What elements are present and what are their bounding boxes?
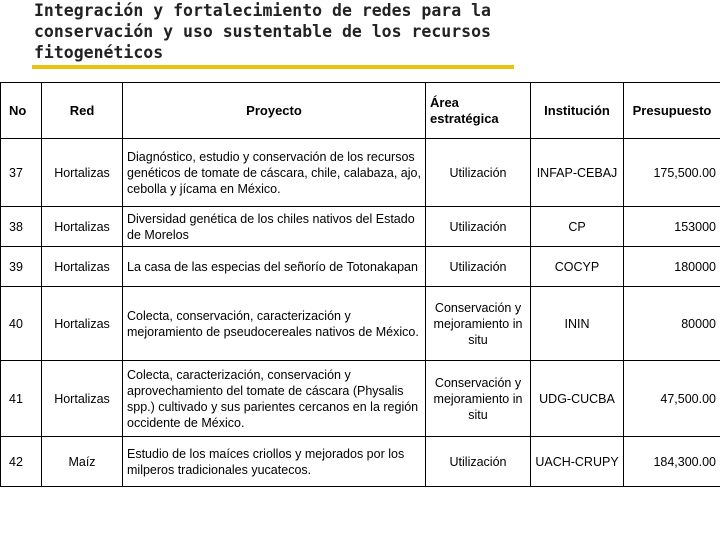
cell-presupuesto: 80000 [624, 287, 720, 361]
cell-area: Conservación y mejoramiento in situ [426, 287, 531, 361]
table-row [1, 207, 720, 247]
title-underline [32, 65, 514, 69]
cell-no: 37 [1, 139, 42, 207]
page-title: Integración y fortalecimiento de redes para la conservación y uso sustentable de los recursos fitogenéticos [34, 1, 491, 62]
cell-no: 41 [1, 361, 42, 437]
cell-no: 40 [1, 287, 42, 361]
cell-red: Hortalizas [42, 247, 123, 287]
cell-institucion: INFAP-CEBAJ [531, 139, 624, 207]
cell-red: Hortalizas [42, 287, 123, 361]
cell-presupuesto: 180000 [624, 247, 720, 287]
cell-presupuesto: 47,500.00 [624, 361, 720, 437]
cell-red: Hortalizas [42, 139, 123, 207]
cell-proyecto: La casa de las especias del señorío de Totonakapan [123, 247, 426, 287]
cell-no: 39 [1, 247, 42, 287]
cell-proyecto: Colecta, conservación, caracterización y mejoramiento de pseudocereales nativos de México. [123, 287, 426, 361]
cell-institucion: COCYP [531, 247, 624, 287]
header-area: Área estratégica [426, 83, 531, 139]
cell-area: Utilización [426, 139, 531, 207]
cell-proyecto: Colecta, caracterización, conservación y aprovechamiento del tomate de cáscara (Physalis spp.) cultivado y sus parientes cercanos en la región occidente de México. [123, 361, 426, 437]
cell-proyecto: Diversidad genética de los chiles nativos del Estado de Morelos [123, 207, 426, 247]
cell-area: Utilización [426, 247, 531, 287]
table-header-row [1, 83, 720, 139]
cell-no: 38 [1, 207, 42, 247]
cell-red: Hortalizas [42, 207, 123, 247]
header-red: Red [42, 83, 123, 139]
table-row [1, 247, 720, 287]
cell-institucion: UDG-CUCBA [531, 361, 624, 437]
cell-area: Conservación y mejoramiento in situ [426, 361, 531, 437]
header-presupuesto: Presupuesto [624, 83, 720, 139]
cell-area: Utilización [426, 437, 531, 487]
cell-institucion: UACH-CRUPY [531, 437, 624, 487]
header-proyecto: Proyecto [123, 83, 426, 139]
cell-proyecto: Diagnóstico, estudio y conservación de los recursos genéticos de tomate de cáscara, chile, calabaza, ajo, cebolla y jícama en México. [123, 139, 426, 207]
cell-presupuesto: 153000 [624, 207, 720, 247]
table-row [1, 437, 720, 487]
table-row [1, 287, 720, 361]
cell-institucion: CP [531, 207, 624, 247]
table-row [1, 139, 720, 207]
cell-institucion: ININ [531, 287, 624, 361]
cell-proyecto: Estudio de los maíces criollos y mejorados por los milperos tradicionales yucatecos. [123, 437, 426, 487]
table-row [1, 361, 720, 437]
cell-no: 42 [1, 437, 42, 487]
cell-presupuesto: 175,500.00 [624, 139, 720, 207]
cell-red: Maíz [42, 437, 123, 487]
header-no: No [1, 83, 42, 139]
cell-red: Hortalizas [42, 361, 123, 437]
header-institucion: Institución [531, 83, 624, 139]
cell-presupuesto: 184,300.00 [624, 437, 720, 487]
cell-area: Utilización [426, 207, 531, 247]
projects-table [0, 82, 720, 487]
